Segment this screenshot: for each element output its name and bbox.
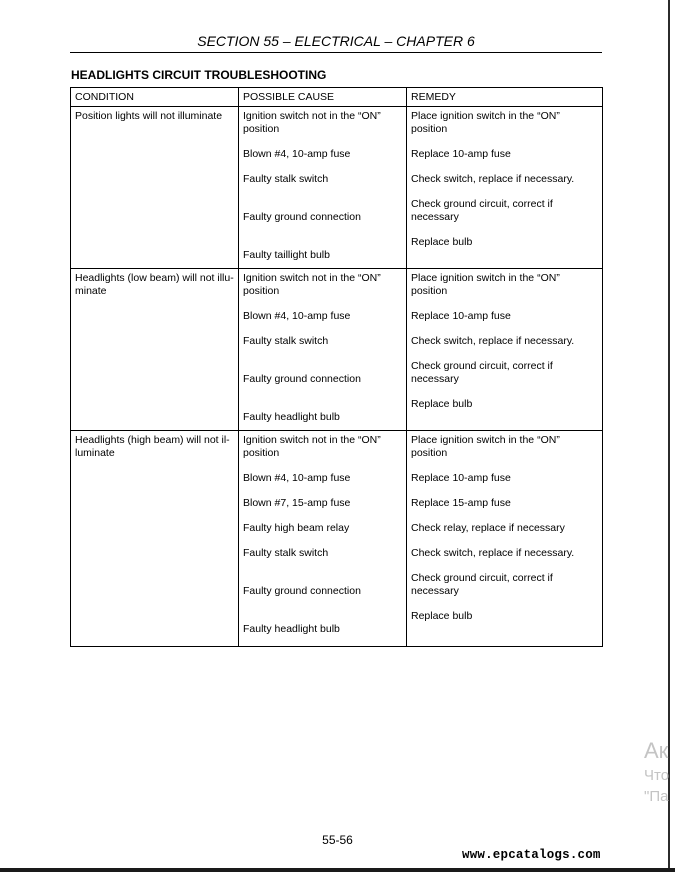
remedy-item: Replace 10-amp fuse (411, 310, 511, 322)
table-row (71, 107, 603, 269)
cause-cell (239, 269, 407, 431)
cause-item: Faulty headlight bulb (243, 623, 340, 635)
table-row (71, 269, 603, 431)
page-title: HEADLIGHTS CIRCUIT TROUBLESHOOTING (71, 68, 327, 82)
cause-cell (239, 107, 407, 269)
remedy-item: Place ignition switch in the “ON” position (411, 272, 560, 297)
condition-text: Headlights (low beam) will not illu- minate (75, 272, 234, 297)
remedy-item: Replace bulb (411, 610, 473, 622)
section-header: SECTION 55 – ELECTRICAL – CHAPTER 6 (197, 33, 475, 49)
page-number: 55-56 (322, 833, 353, 847)
cause-item: Faulty headlight bulb (243, 411, 340, 423)
cause-item: Faulty taillight bulb (243, 249, 330, 261)
cause-item: Faulty ground connection (243, 373, 361, 385)
remedy-item: Replace 10-amp fuse (411, 472, 511, 484)
cause-item: Faulty ground connection (243, 585, 361, 597)
column-header-cause: POSSIBLE CAUSE (239, 88, 407, 107)
remedy-item: Check ground circuit, correct if necessary (411, 572, 553, 597)
cause-item: Ignition switch not in the “ON” position (243, 110, 381, 135)
condition-cell (71, 269, 239, 431)
remedy-item: Replace bulb (411, 236, 473, 248)
remedy-item: Place ignition switch in the “ON” position (411, 110, 560, 135)
watermark-line: "Па (644, 788, 669, 805)
troubleshooting-table (70, 87, 603, 647)
cause-item: Faulty stalk switch (243, 335, 329, 347)
remedy-item: Replace bulb (411, 398, 473, 410)
remedy-cell (407, 107, 603, 269)
cause-item: Blown #4, 10-amp fuse (243, 148, 351, 160)
watermark-line: Что (644, 767, 670, 784)
remedy-cell (407, 269, 603, 431)
cause-item: Faulty high beam relay (243, 522, 350, 534)
remedy-item: Check switch, replace if necessary. (411, 173, 575, 185)
remedy-item: Check switch, replace if necessary. (411, 547, 575, 559)
cause-item: Blown #7, 15-amp fuse (243, 497, 351, 509)
footer-url: www.epcatalogs.com (462, 848, 601, 862)
remedy-item: Check ground circuit, correct if necessary (411, 360, 553, 385)
remedy-cell (407, 431, 603, 647)
cause-item: Faulty stalk switch (243, 173, 329, 185)
remedy-item: Replace 15-amp fuse (411, 497, 511, 509)
cause-item: Faulty ground connection (243, 211, 361, 223)
condition-cell (71, 431, 239, 647)
condition-cell (71, 107, 239, 269)
activation-watermark (644, 740, 669, 804)
remedy-item: Check switch, replace if necessary. (411, 335, 575, 347)
cause-cell (239, 431, 407, 647)
remedy-item: Replace 10-amp fuse (411, 148, 511, 160)
watermark-line: Ак (644, 738, 669, 763)
column-header-remedy: REMEDY (407, 88, 603, 107)
cause-item: Ignition switch not in the “ON” position (243, 434, 381, 459)
remedy-item: Check ground circuit, correct if necessary (411, 198, 553, 223)
table-row (71, 431, 603, 647)
condition-text: Headlights (high beam) will not il- luminate (75, 434, 230, 459)
table-header-row (71, 88, 603, 107)
remedy-item: Check relay, replace if necessary (411, 522, 565, 534)
condition-text: Position lights will not illuminate (75, 110, 223, 122)
page-edge-bottom (0, 868, 675, 872)
column-header-condition: CONDITION (71, 88, 239, 107)
remedy-item: Place ignition switch in the “ON” position (411, 434, 560, 459)
cause-item: Faulty stalk switch (243, 547, 329, 559)
cause-item: Ignition switch not in the “ON” position (243, 272, 381, 297)
cause-item: Blown #4, 10-amp fuse (243, 310, 351, 322)
cause-item: Blown #4, 10-amp fuse (243, 472, 351, 484)
header-rule (70, 52, 602, 53)
